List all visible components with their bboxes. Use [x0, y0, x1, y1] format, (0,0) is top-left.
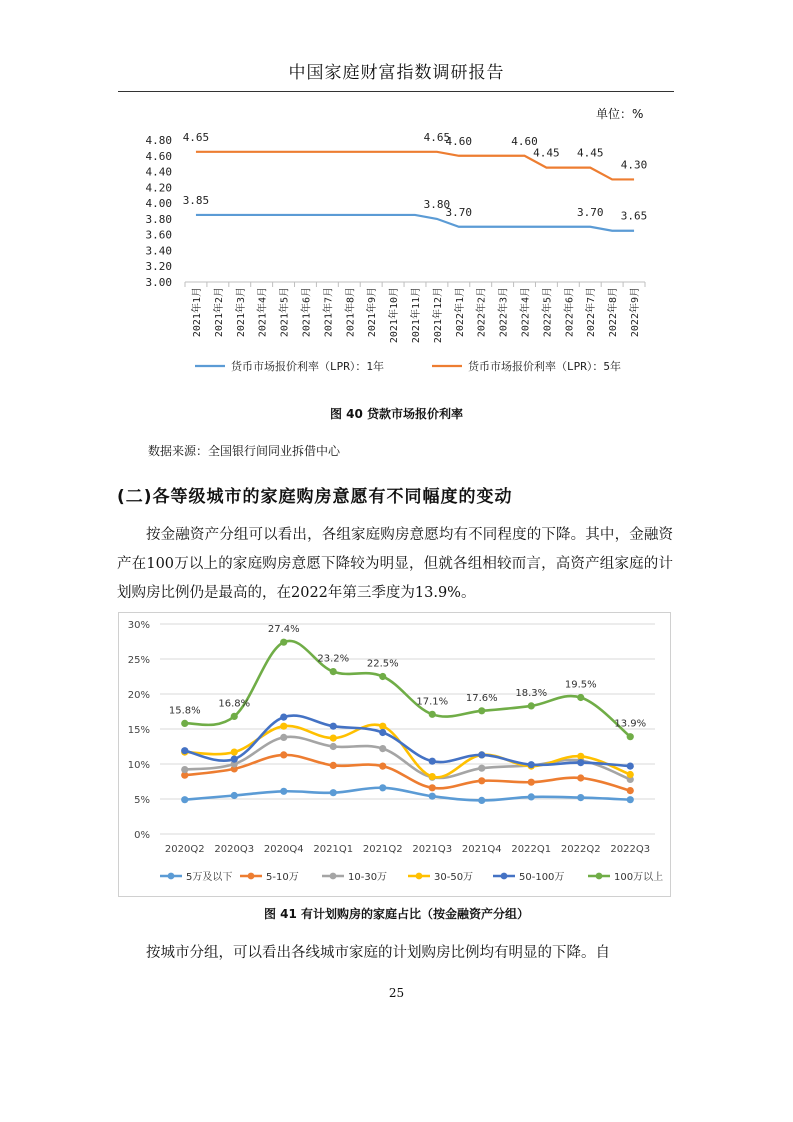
paragraph-1-text: 按金融资产分组可以看出，各组家庭购房意愿均有不同程度的下降。其中，金融资产在100万以上的家庭购房意愿下降较为明显，但就各组相较而言，高资产组家庭的计划购房比例仍是最高的，在2022年第三季度为13.9%。 [117, 527, 673, 601]
legend-label: 10-30万 [348, 872, 388, 883]
x-tick-label: 2022年8月 [608, 287, 620, 338]
x-tick-label: 2022年7月 [586, 287, 598, 338]
x-tick-label: 2022年3月 [498, 286, 510, 338]
x-tick-label: 2022年6月 [564, 287, 576, 338]
legend-label: 100万以上 [614, 872, 664, 883]
x-tick-label: 2021年1月 [191, 287, 203, 338]
paragraph-2 [117, 939, 673, 968]
legend-label: 货币市场报价利率（LPR）：5年 [468, 360, 621, 373]
legend-label: 5-10万 [266, 872, 299, 883]
data-label: 4.30 [620, 158, 648, 172]
x-tick-label: 2021年7月 [323, 287, 335, 338]
y-tick-label: 3.00 [145, 276, 172, 289]
x-tick-label: 2021年6月 [301, 287, 313, 338]
y-tick-label: 4.60 [145, 149, 172, 163]
x-tick-label: 2021年2月 [213, 287, 225, 338]
data-label: 3.65 [620, 209, 648, 223]
legend-label: 货币市场报价利率（LPR）：1年 [231, 360, 384, 373]
x-tick-label: 2021年5月 [279, 287, 291, 338]
y-tick-label: 0% [134, 830, 150, 841]
paragraph-1 [117, 521, 673, 608]
chart2-caption: 图 41 有计划购房的家庭占比（按金融资产分组） [263, 907, 530, 921]
x-tick-label: 2022年9月 [630, 287, 642, 338]
lpr-chart-svg [0, 0, 793, 400]
x-tick-label: 2022年4月 [520, 287, 532, 338]
data-label: 4.65 [423, 130, 451, 144]
data-label: 17.1% [416, 696, 449, 708]
chart1-source: 数据来源：全国银行间同业拆借中心 [148, 444, 341, 458]
x-tick-label: 2022Q1 [511, 844, 552, 855]
legend-label: 30-50万 [434, 872, 474, 883]
x-tick-label: 2021年10月 [389, 287, 401, 344]
x-tick-label: 2021年3月 [235, 287, 247, 338]
data-label: 18.3% [515, 687, 548, 699]
x-tick-label: 2020Q4 [263, 844, 304, 855]
data-label: 17.6% [465, 692, 498, 704]
data-label: 4.60 [511, 134, 538, 148]
series-line-2 [196, 152, 634, 180]
x-tick-label: 2022Q2 [560, 844, 601, 855]
x-tick-label: 2021Q3 [412, 844, 453, 855]
data-label: 22.5% [366, 658, 399, 670]
y-tick-label: 3.20 [145, 260, 172, 274]
data-label: 3.80 [423, 197, 451, 211]
section-heading: (二)各等级城市的家庭购房意愿有不同幅度的变动 [117, 487, 513, 507]
x-tick-label: 2021年8月 [345, 287, 357, 338]
y-tick-label: 4.80 [145, 134, 172, 147]
y-tick-label: 3.60 [145, 228, 172, 242]
paragraph-2-text: 按城市分组，可以看出各线城市家庭的计划购房比例均有明显的下降。自 [146, 945, 610, 961]
chart2-frame [118, 612, 671, 897]
data-label: 27.4% [267, 624, 300, 636]
y-tick-label: 25% [127, 655, 150, 666]
legend-label: 5万及以下 [186, 872, 233, 883]
y-tick-label: 4.20 [145, 181, 172, 195]
y-tick-label: 4.00 [145, 197, 172, 211]
y-tick-label: 15% [127, 725, 150, 736]
page-number: 25 [388, 986, 405, 1000]
x-tick-label: 2022年1月 [454, 287, 466, 338]
data-label: 23.2% [317, 653, 350, 665]
y-tick-label: 4.40 [145, 165, 172, 179]
y-tick-label: 10% [127, 760, 150, 771]
x-tick-label: 2021年4月 [257, 287, 269, 338]
data-label: 13.9% [614, 718, 647, 730]
y-tick-label: 5% [134, 795, 150, 806]
x-tick-label: 2022Q3 [610, 844, 651, 855]
x-tick-label: 2022年2月 [476, 287, 488, 338]
y-tick-label: 20% [127, 690, 150, 701]
data-label: 3.70 [445, 205, 473, 219]
x-tick-label: 2021年12月 [432, 287, 444, 344]
data-label: 3.70 [576, 205, 604, 219]
x-tick-label: 2021Q1 [313, 844, 354, 855]
x-tick-label: 2022年5月 [542, 287, 554, 338]
x-tick-label: 2020Q3 [214, 844, 255, 855]
data-label: 3.85 [182, 193, 210, 207]
series-line-1 [196, 215, 634, 231]
chart1-unit-label: 单位：% [596, 107, 644, 121]
data-label: 4.45 [576, 146, 604, 160]
data-label: 15.8% [168, 705, 201, 717]
y-tick-label: 30% [127, 620, 150, 631]
x-tick-label: 2021Q2 [362, 844, 403, 855]
page-header-title: 中国家庭财富指数调研报告 [288, 63, 505, 83]
data-label: 4.45 [533, 146, 560, 160]
x-tick-label: 2021Q4 [461, 844, 502, 855]
y-tick-label: 3.40 [145, 244, 172, 258]
legend-label: 50-100万 [519, 872, 565, 883]
x-tick-label: 2021年11月 [411, 287, 422, 344]
data-label: 4.60 [445, 134, 473, 148]
data-label: 16.8% [218, 698, 251, 710]
y-tick-label: 3.80 [145, 212, 172, 226]
x-tick-label: 2020Q2 [164, 844, 205, 855]
x-tick-label: 2021年9月 [367, 287, 379, 338]
data-label: 19.5% [564, 679, 597, 691]
lpr-chart [0, 0, 793, 400]
data-label: 4.65 [182, 130, 210, 144]
chart1-caption: 图 40 贷款市场报价利率 [329, 407, 464, 421]
